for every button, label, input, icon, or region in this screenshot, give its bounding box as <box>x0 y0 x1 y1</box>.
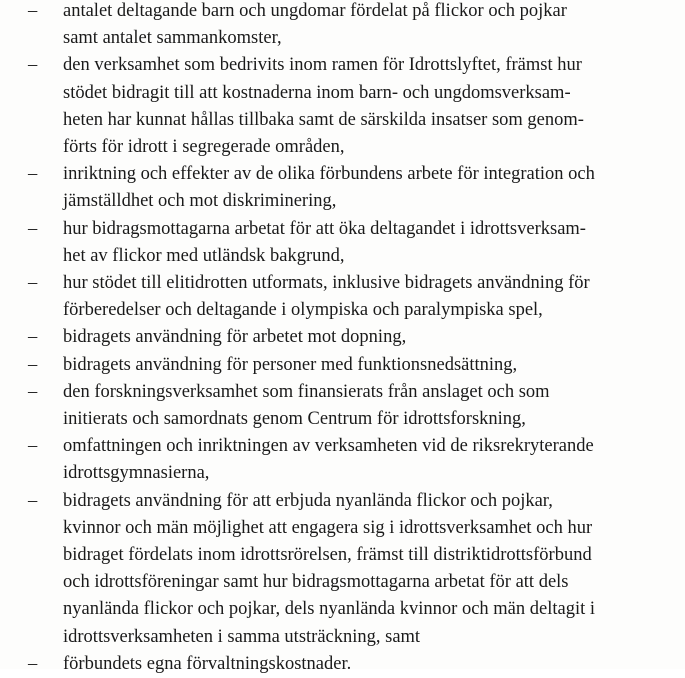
list-item-line: hur bidragsmottagarna arbetat för att öka deltagandet i idrottsverksam- <box>63 218 586 239</box>
list-item <box>0 161 685 215</box>
list-item <box>0 52 685 161</box>
list-item <box>0 651 685 678</box>
list-item-line: nyanlända flickor och pojkar, dels nyanlända kvinnor och män deltagit i <box>63 599 596 620</box>
list-item-line: den forskningsverksamhet som finansierats från anslaget och som <box>63 381 550 402</box>
list-item-line: omfattningen och inriktningen av verksamheten vid de riksrekryterande <box>63 436 594 457</box>
list-item <box>0 352 685 379</box>
dash-bullet: – <box>28 164 38 185</box>
list-item <box>0 379 685 433</box>
list-item-line: antalet deltagande barn och ungdomar fördelat på flickor och pojkar <box>63 1 567 21</box>
list-item-line: förberedelser och deltagande i olympiska och paralympiska spel, <box>63 300 543 321</box>
list-item-line: bidragets användning för arbetet mot dopning, <box>63 327 407 348</box>
dash-bullet: – <box>28 490 38 511</box>
list-item <box>0 270 685 324</box>
list-item-line: kvinnor och män möjlighet att engagera sig i idrottsverksamhet och hur <box>63 517 593 538</box>
list-item <box>0 0 685 52</box>
dash-bullet: – <box>28 273 38 294</box>
dash-bullet: – <box>28 55 38 76</box>
dash-bullet: – <box>28 327 38 348</box>
list-item <box>0 433 685 487</box>
list-item-line: hur stödet till elitidrotten utformats, inklusive bidragets användning för <box>63 273 590 294</box>
list-item-line: den verksamhet som bedrivits inom ramen för Idrottslyftet, främst hur <box>63 55 582 76</box>
dash-bullet: – <box>28 354 38 375</box>
list-item-line: initierats och samordnats genom Centrum för idrottsforskning, <box>63 409 526 430</box>
dash-bullet: – <box>28 218 38 239</box>
list-item-line: inriktning och effekter av de olika förbundens arbete för integration och <box>63 164 595 185</box>
dash-bullet: – <box>28 436 38 457</box>
dash-bullet: – <box>28 653 38 674</box>
list-item-line: heten har kunnat hållas tillbaka samt de särskilda insatser som genom- <box>63 109 584 130</box>
list-item <box>0 488 685 651</box>
list-item-line: förts för idrott i segregerade områden, <box>63 137 345 158</box>
list-item-line: bidragets användning för personer med funktionsnedsättning, <box>63 354 518 375</box>
list-item-line: och idrottsföreningar samt hur bidragsmottagarna arbetat för att dels <box>63 572 569 593</box>
list-item <box>0 324 685 351</box>
list-item-line: idrottsgymnasierna, <box>63 463 210 484</box>
list-item-line: idrottsverksamheten i samma utsträckning, samt <box>63 626 421 647</box>
list-item-line: bidragets användning för att erbjuda nyanlända flickor och pojkar, <box>63 490 553 511</box>
list-item-line: stödet bidragit till att kostnaderna inom barn- och ungdomsverksam- <box>63 82 571 103</box>
dash-bullet: – <box>28 381 38 402</box>
list-item-line: bidraget fördelats inom idrottsrörelsen, främst till distriktidrottsförbund <box>63 545 592 566</box>
list-item-line: jämställdhet och mot diskriminering, <box>63 191 337 212</box>
list-item-line: het av flickor med utländsk bakgrund, <box>63 245 345 266</box>
list-item-line: förbundets egna förvaltningskostnader. <box>63 653 352 674</box>
dash-bullet: – <box>28 1 38 21</box>
list-item-line: samt antalet sammankomster, <box>63 28 282 49</box>
list-item <box>0 216 685 270</box>
